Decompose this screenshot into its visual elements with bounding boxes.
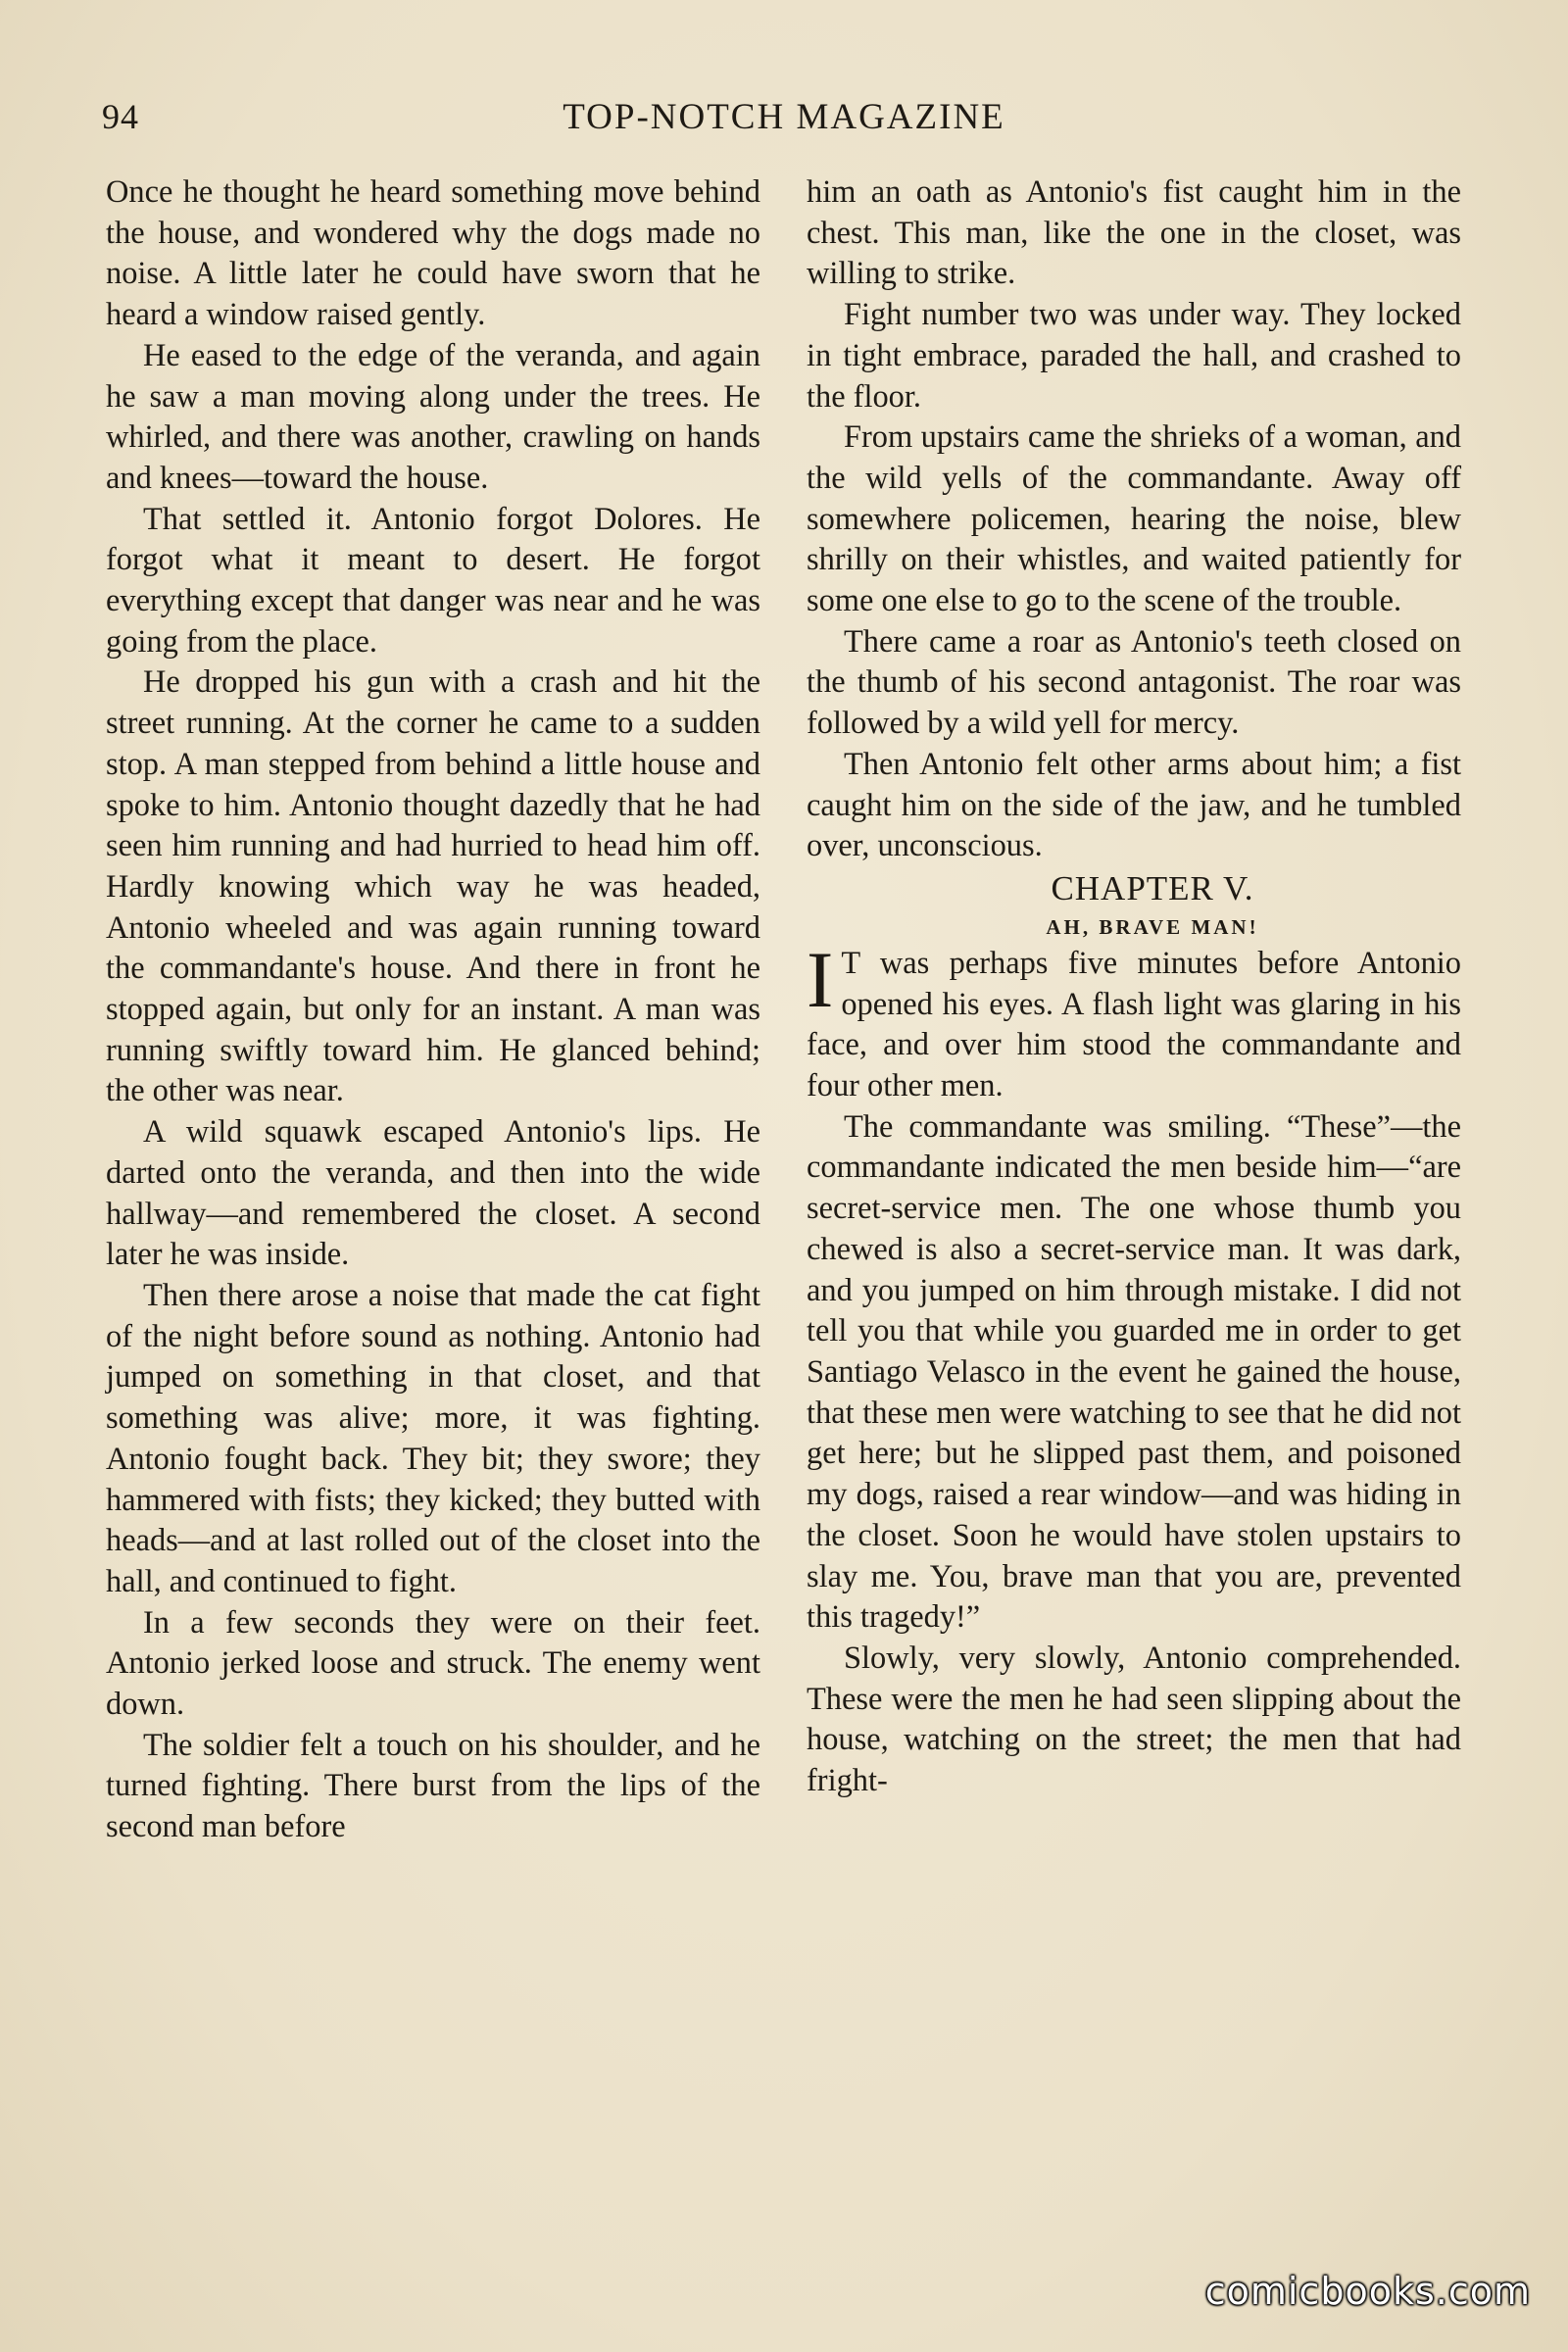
paragraph: The commandante was smiling. “These”—the commandante indicated the men beside him—“are secret-service men. The one whose thumb you chewed is also a secret-service man. It was dark, and you jumped on him through mistake. I did not tell you that while you guarded me in order to get Santiago Velasco in the event he gained the house, that these men were watching to see that he did not get here; but he slipped past them, and poisoned my dogs, raised a rear window—and was hiding in the closet. Soon he would have stolen upstairs to slay me. You, brave man that you are, prevented this tragedy!”	[807, 1108, 1461, 1636]
paragraph: From upstairs came the shrieks of a woman, and the wild yells of the commandante. Away off somewhere policemen, hearing the noise, blew shrilly on their whistles, and waited patiently for some one else to go to the scene of the trouble.	[807, 419, 1461, 619]
chapter-opening-paragraph	[807, 934, 1461, 1107]
page-header	[98, 96, 1470, 145]
right-column	[807, 172, 1461, 1802]
watermark: comicbooks.com	[1204, 2270, 1531, 2313]
chapter-title: CHAPTER V.	[1051, 868, 1254, 907]
paragraph: Then there arose a noise that made the cat fight of the night before sound as nothing. Antonio had jumped on something in that closet, and that something was alive; more, it was fighting. Antonio fought back. They bit; they swore; they hammered with fists; they kicked; they butted with heads—and at last rolled out of the closet into the hall, and continued to fight.	[106, 1277, 760, 1599]
paragraph: He dropped his gun with a crash and hit the street running. At the corner he came to a sudden stop. A man stepped from behind a little house and spoke to him. Antonio thought dazedly that he had seen him running and had hurried to head him off. Hardly knowing which way he was headed, Antonio wheeled and was again running toward the commandante's house. And there in front he stopped again, but only for an instant. A man was running swiftly toward him. He glanced behind; the other was near.	[106, 664, 760, 1109]
paragraph: There came a roar as Antonio's teeth closed on the thumb of his second antagonist. The roar was followed by a wild yell for mercy.	[807, 623, 1461, 742]
magazine-title: TOP-NOTCH MAGAZINE	[563, 97, 1005, 137]
paragraph: Once he thought he heard something move behind the house, and wondered why the dogs made no noise. A little later he could have sworn that he heard a window raised gently.	[106, 174, 760, 333]
paragraph: In a few seconds they were on their feet. Antonio jerked loose and struck. The enemy went down.	[106, 1604, 760, 1723]
chapter-subtitle: AH, BRAVE MAN!	[1046, 914, 1259, 939]
page-number: 94	[102, 97, 139, 136]
paragraph-text: T was perhaps five minutes before Antonio opened his eyes. A flash light was glaring in his face, and over him stood the commandante and four other men.	[807, 945, 1461, 1104]
drop-cap: I	[807, 934, 834, 1024]
paragraph: He eased to the edge of the veranda, and again he saw a man moving along under the trees. He whirled, and there was another, crawling on hands and knees—toward the house.	[106, 337, 760, 496]
left-column	[106, 172, 760, 1848]
paragraph: A wild squawk escaped Antonio's lips. He darted onto the veranda, and then into the wide hallway—and remembered the closet. A second later he was inside.	[106, 1114, 760, 1273]
paragraph: him an oath as Antonio's fist caught him in the chest. This man, like the one in the closet, was willing to strike.	[807, 174, 1461, 292]
paragraph: The soldier felt a touch on his shoulder, and he turned fighting. There burst from the lips of the second man before	[106, 1727, 760, 1845]
paragraph: That settled it. Antonio forgot Dolores. He forgot what it meant to desert. He forgot everything except that danger was near and he was going from the place.	[106, 501, 760, 660]
paragraph: Then Antonio felt other arms about him; a fist caught him on the side of the jaw, and he tumbled over, unconscious.	[807, 746, 1461, 864]
paragraph: Slowly, very slowly, Antonio comprehended. These were the men he had seen slipping about the house, watching on the street; the men that had fright-	[807, 1640, 1461, 1799]
paragraph: Fight number two was under way. They locked in tight embrace, paraded the hall, and crashed to the floor.	[807, 297, 1461, 415]
